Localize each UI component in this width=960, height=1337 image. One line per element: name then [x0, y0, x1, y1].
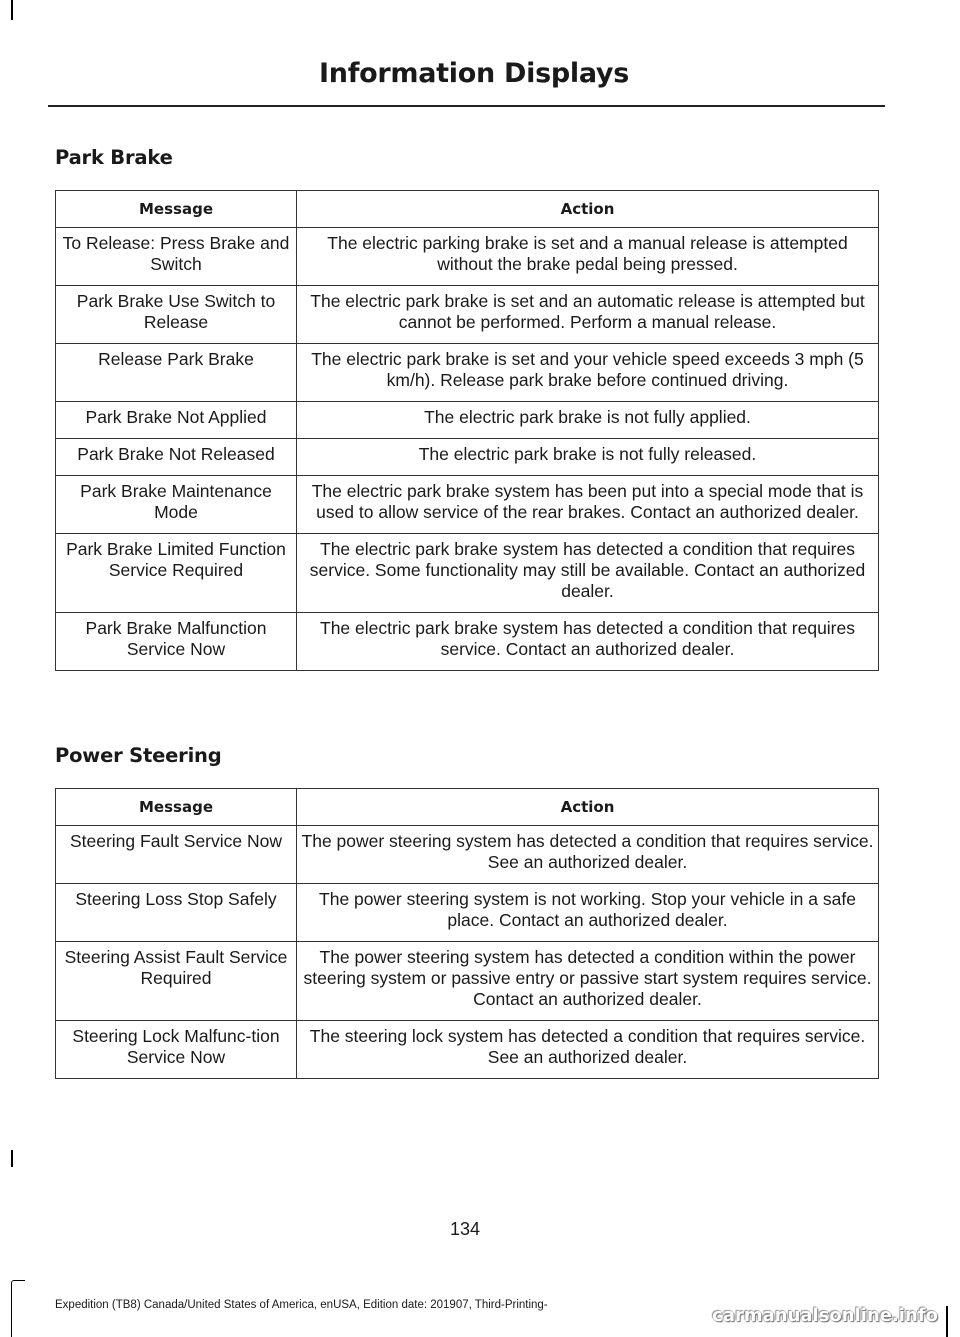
action-cell: The steering lock system has detected a condition that requires service. See an authorized dealer. [297, 1021, 879, 1079]
crop-mark-bottom-left [11, 1280, 25, 1337]
action-cell: The electric park brake is set and your vehicle speed exceeds 3 mph (5 km/h). Release park brake before continued driving. [297, 344, 879, 402]
message-cell: Steering Loss Stop Safely [56, 884, 297, 942]
message-cell: Steering Lock Malfunc-tion Service Now [56, 1021, 297, 1079]
table-row [56, 826, 879, 884]
action-cell: The electric park brake is not fully released. [297, 439, 879, 476]
section-title-power-steering: Power Steering [55, 744, 222, 767]
crop-mark-bottom-right [946, 1306, 948, 1337]
crop-mark-top-left [11, 0, 13, 20]
table-row [56, 1021, 879, 1079]
action-cell: The electric park brake system has detected a condition that requires service. Contact an authorized dealer. [297, 613, 879, 671]
message-cell: Steering Assist Fault Service Required [56, 942, 297, 1021]
table-row [56, 613, 879, 671]
table-row [56, 884, 879, 942]
power-steering-table [55, 788, 879, 1079]
column-header-action: Action [297, 789, 879, 826]
table-row [56, 439, 879, 476]
park-brake-table [55, 190, 879, 671]
table-row [56, 344, 879, 402]
message-cell: Park Brake Not Applied [56, 402, 297, 439]
message-cell: Steering Fault Service Now [56, 826, 297, 884]
message-cell: Release Park Brake [56, 344, 297, 402]
action-cell: The power steering system has detected a condition that requires service. See an authorized dealer. [297, 826, 879, 884]
watermark: carmanualsonline.info [712, 1305, 938, 1326]
action-cell: The electric park brake is set and an automatic release is attempted but cannot be performed. Perform a manual release. [297, 286, 879, 344]
page-title: Information Displays [319, 58, 629, 89]
table-row [56, 942, 879, 1021]
column-header-message: Message [56, 191, 297, 228]
column-header-action: Action [297, 191, 879, 228]
message-cell: Park Brake Malfunction Service Now [56, 613, 297, 671]
message-cell: Park Brake Use Switch to Release [56, 286, 297, 344]
action-cell: The power steering system has detected a condition within the power steering system or passive entry or passive start system requires service. Contact an authorized dealer. [297, 942, 879, 1021]
table-row [56, 228, 879, 286]
header-divider [48, 105, 885, 107]
action-cell: The power steering system is not working. Stop your vehicle in a safe place. Contact an authorized dealer. [297, 884, 879, 942]
table-header-row [56, 191, 879, 228]
table-row [56, 286, 879, 344]
footer-edition-info: Expedition (TB8) Canada/United States of America, enUSA, Edition date: 201907, Third-Printing- [55, 1299, 548, 1311]
action-cell: The electric park brake system has detected a condition that requires service. Some functionality may still be available. Contact an authorized dealer. [297, 534, 879, 613]
message-cell: Park Brake Not Released [56, 439, 297, 476]
action-cell: The electric park brake is not fully applied. [297, 402, 879, 439]
message-cell: To Release: Press Brake and Switch [56, 228, 297, 286]
table-header-row [56, 789, 879, 826]
column-header-message: Message [56, 789, 297, 826]
table-row [56, 534, 879, 613]
table-row [56, 402, 879, 439]
message-cell: Park Brake Limited Function Service Required [56, 534, 297, 613]
page-number: 134 [449, 1219, 481, 1239]
action-cell: The electric parking brake is set and a manual release is attempted without the brake pedal being pressed. [297, 228, 879, 286]
table-row [56, 476, 879, 534]
action-cell: The electric park brake system has been put into a special mode that is used to allow service of the rear brakes. Contact an authorized dealer. [297, 476, 879, 534]
message-cell: Park Brake Maintenance Mode [56, 476, 297, 534]
section-title-park-brake: Park Brake [55, 146, 173, 169]
crop-mark-left [11, 1150, 13, 1167]
